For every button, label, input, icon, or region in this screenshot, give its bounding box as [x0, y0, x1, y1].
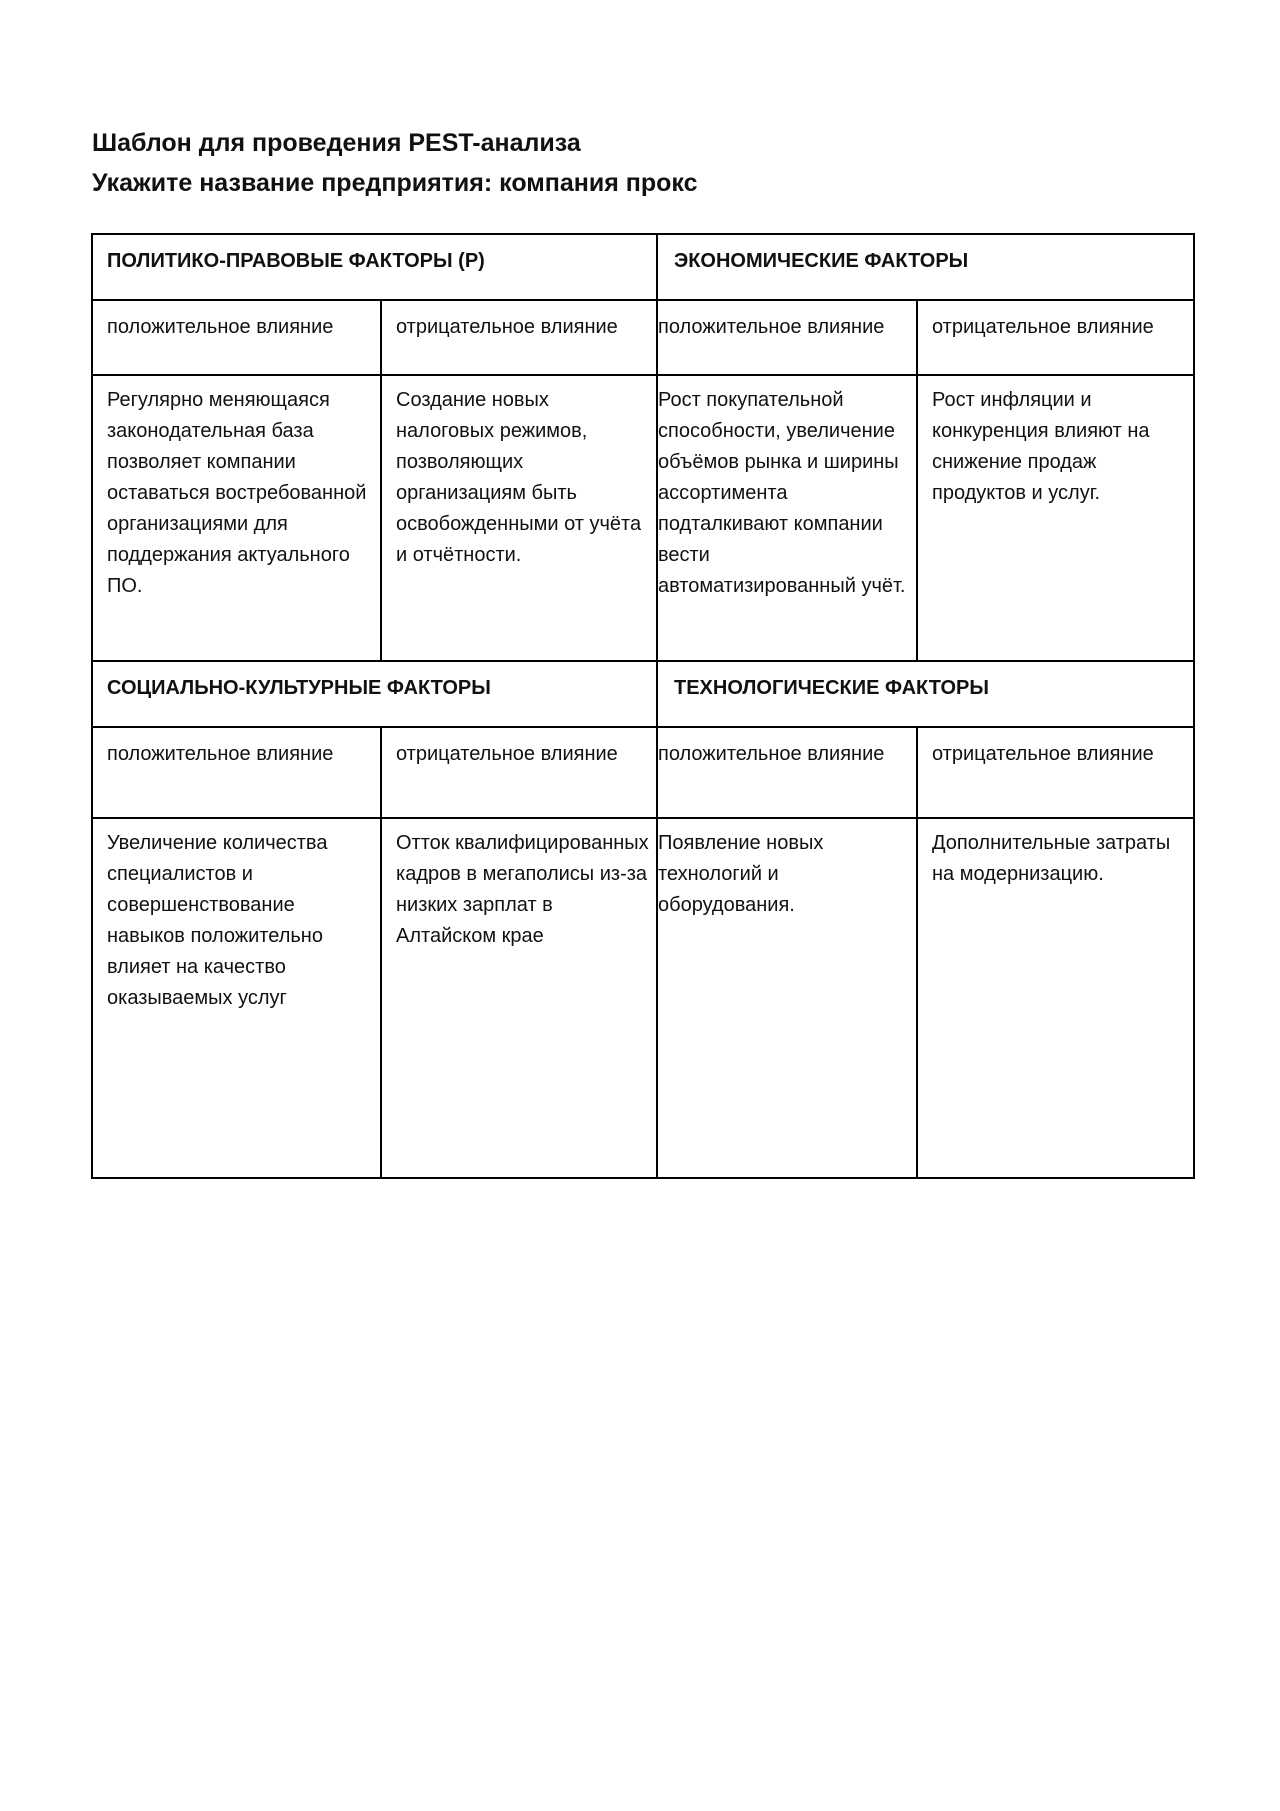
table-row [92, 661, 1194, 727]
technological-positive-text: Появление новых технологий и оборудования. [657, 818, 917, 1178]
table-row [92, 375, 1194, 661]
technological-negative-text: Дополнительные затраты на модернизацию. [917, 818, 1194, 1178]
economic-positive-label: положительное влияние [657, 300, 917, 375]
company-name-line: Укажите название предприятия: компания прокс [92, 169, 698, 197]
technological-negative-label: отрицательное влияние [917, 727, 1194, 818]
table-row [92, 234, 1194, 300]
political-negative-label: отрицательное влияние [381, 300, 657, 375]
section-title-political: ПОЛИТИКО-ПРАВОВЫЕ ФАКТОРЫ (P) [92, 234, 657, 300]
table-row [92, 300, 1194, 375]
section-title-social: СОЦИАЛЬНО-КУЛЬТУРНЫЕ ФАКТОРЫ [92, 661, 657, 727]
table-row [92, 727, 1194, 818]
technological-positive-label: положительное влияние [657, 727, 917, 818]
social-negative-text: Отток квалифицированных кадров в мегаполисы из-за низких зарплат в Алтайском крае [381, 818, 657, 1178]
social-positive-label: положительное влияние [92, 727, 381, 818]
political-positive-label: положительное влияние [92, 300, 381, 375]
section-title-technological: ТЕХНОЛОГИЧЕСКИЕ ФАКТОРЫ [657, 661, 1194, 727]
political-negative-text: Создание новых налоговых режимов, позволяющих организациям быть освобожденными от учёта и отчётности. [381, 375, 657, 661]
economic-positive-text: Рост покупательной способности, увеличение объёмов рынка и ширины ассортимента подталкивают компании вести автоматизированный учёт. [657, 375, 917, 661]
table-row [92, 818, 1194, 1178]
economic-negative-text: Рост инфляции и конкуренция влияют на снижение продаж продуктов и услуг. [917, 375, 1194, 661]
political-positive-text: Регулярно меняющаяся законодательная база позволяет компании оставаться востребованной организациями для поддержания актуального ПО. [92, 375, 381, 661]
pest-analysis-table [91, 233, 1195, 1179]
social-positive-text: Увеличение количества специалистов и совершенствование навыков положительно влияет на качество оказываемых услуг [92, 818, 381, 1178]
section-title-economic: ЭКОНОМИЧЕСКИЕ ФАКТОРЫ [657, 234, 1194, 300]
economic-negative-label: отрицательное влияние [917, 300, 1194, 375]
social-negative-label: отрицательное влияние [381, 727, 657, 818]
document-title: Шаблон для проведения PEST-анализа [92, 129, 581, 157]
